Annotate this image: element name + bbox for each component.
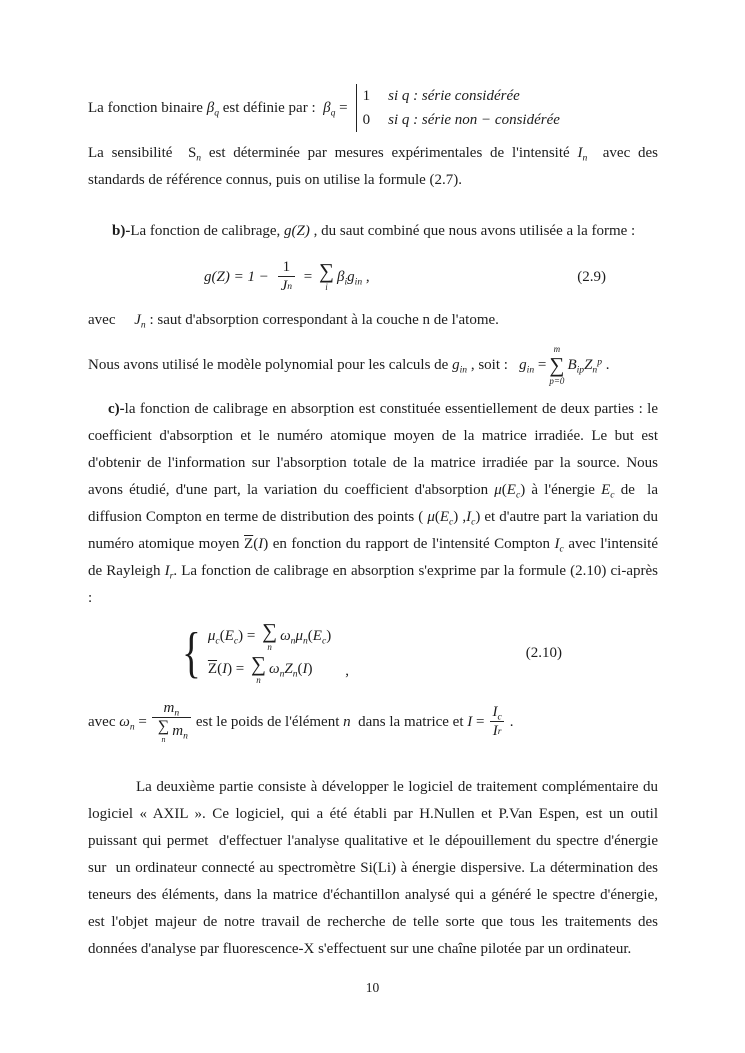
- sum-lower-limit: n: [256, 674, 261, 685]
- omega-tail: .: [509, 713, 514, 730]
- paragraph-deuxieme-partie: La deuxième partie consiste à développer le logiciel de traitement complémentaire du logiciel « AXIL ». Ce logiciel, qui a été établi par H.Nullen et P.Van Espen, est un outil puissant qui permet d'effectuer l'analyse qualitative et le dépouillement du spectre d'énergie sur un ordinateur connecté au spectromètre Si(Li) à énergie dispersive. La détermination des teneurs des éléments, dans la matrice d'échantillon analysé qui a généré le spectre d'énergie, est l'objet majeur de notre travail de recherche de telle sorte que tous les traitements des données d'analyse par fluorescence-X s'effectuent sur une chaîne pilotée par un ordinateur.: [88, 779, 658, 957]
- case-condition-2: si q : série non − considérée: [388, 112, 560, 128]
- beta-cases: [356, 84, 560, 132]
- eq29-equals: =: [300, 268, 317, 285]
- sigma-symbol: ∑: [319, 259, 334, 284]
- system-comma: ,: [345, 663, 349, 680]
- denominator-term: $m_n$: [172, 723, 188, 742]
- equation-2-9-body: [204, 259, 370, 296]
- system-brace: {: [182, 621, 201, 684]
- sum-lower-limit: i: [325, 282, 328, 293]
- omega-lead: avec $\omega_n$ =: [88, 713, 147, 732]
- section-b-heading: b)-La fonction de calibrage, g(Z) , du saut combiné que nous avons utilisée a la forme :: [112, 223, 636, 239]
- sum-operator: [251, 651, 267, 686]
- page-number: 10: [365, 980, 380, 995]
- eq29-rhs: $\beta_ig_{in}$ ,: [337, 268, 370, 287]
- beta-case-row-2: [363, 108, 560, 132]
- fraction-numerator: $I_c$: [492, 703, 502, 723]
- case-value-1: 1: [362, 88, 371, 104]
- sum-lower-limit: p=0: [549, 375, 565, 386]
- polynomial-text: Nous avons utilisé le modèle polynomial pour les calculs de $g_{in}$ , soit : $g_{in}$ =: [88, 356, 547, 375]
- fonction-binaire-text: La fonction binaire $\beta_q$ est définie par : $\beta_q$ =: [88, 99, 348, 118]
- fraction-mn-over-sum-mn: [152, 700, 191, 745]
- paragraph-modele-polynomial: [88, 342, 658, 388]
- beta-case-row-1: [363, 84, 560, 108]
- system-line-1: [207, 618, 332, 653]
- sum-operator: [319, 261, 334, 293]
- equation-2-9: [88, 253, 658, 301]
- line1-lhs: $\mu_c(E_c)$ =: [207, 628, 260, 647]
- paragraph-fonction-binaire: [88, 84, 658, 132]
- sigma-symbol: ∑: [157, 717, 170, 735]
- fraction-numerator: $m_n$: [163, 699, 180, 718]
- case-condition-1: si q : série considérée: [388, 88, 520, 104]
- sigma-symbol: ∑: [251, 651, 267, 676]
- paragraph-sensibilite: La sensibilité $S_n$ est déterminée par mesures expérimentales de l'intensité $I_n$ avec des standards de référence connus, puis on utilise la formule (2.7).: [88, 145, 658, 188]
- sum-upper-limit: m: [553, 343, 561, 354]
- fraction-1-over-jn: [278, 259, 295, 296]
- sum-operator: [262, 618, 278, 653]
- section-c-paragraph: c)-la fonction de calibrage en absorption est constituée essentiellement de deux parties : le coefficient d'absorption et le numéro atomique moyen de la matrice irradiée. Le but est d'obtenir de l'information sur l'absorption totale de la matrice irradiée par la source. Nous avons étudié, d'une part, la variation du coefficient d'absorption $\mu(E_c)$ à l'énergie $E_c$ de la diffusion Compton en terme de distribution des points ( $\mu(E_c)$ $,I_c$) et d'autre part la variation du numéro atomique moyen $\overline{Z}(I)$ en fonction du rapport de l'intensité Compton $I_c$ avec l'intensité de Rayleigh $I_r$. La fonction de calibrage en absorption s'exprime par la formule (2.10) ci-après :: [88, 401, 659, 606]
- line2-rhs: $\omega_nZ_n(I)$: [269, 660, 313, 680]
- sigma-symbol: ∑: [549, 352, 565, 377]
- equation-number-2-10: (2.10): [525, 644, 562, 661]
- sum-operator: [158, 719, 169, 745]
- system-lines: [207, 618, 332, 686]
- paragraph-avec-jn: avec $J_n$ : saut d'absorption correspondant à la couche n de l'atome.: [88, 312, 499, 331]
- sum-lower-limit: n: [161, 734, 166, 744]
- polynomial-tail: $B_{ip}Z_n^p$ .: [567, 356, 610, 375]
- equation-2-10-body: [178, 618, 349, 686]
- fraction-ic-over-ir: [489, 704, 504, 741]
- omega-mid: est le poids de l'élément n dans la matrice et I =: [195, 713, 485, 730]
- sigma-symbol: ∑: [262, 618, 278, 643]
- line2-lhs: $\overline{Z}(I)$ =: [207, 660, 249, 677]
- equation-number-2-9: (2.9): [577, 268, 606, 285]
- case-value-2: 0: [362, 112, 371, 128]
- paragraph-avec-omega: [88, 694, 658, 750]
- line1-rhs: $\omega_n\mu_n(E_c)$: [280, 628, 332, 647]
- fraction-denominator: J n: [278, 276, 295, 295]
- equation-2-10: [88, 618, 658, 688]
- eq29-lhs: g(Z) = 1 −: [204, 268, 273, 285]
- fraction-denominator: I r: [490, 721, 505, 740]
- sum-operator-with-limits: [549, 344, 564, 387]
- sum-lower-limit: n: [267, 641, 272, 652]
- fraction-numerator: 1: [282, 258, 291, 275]
- system-line-2: [207, 651, 331, 686]
- fraction-denominator: [152, 717, 191, 745]
